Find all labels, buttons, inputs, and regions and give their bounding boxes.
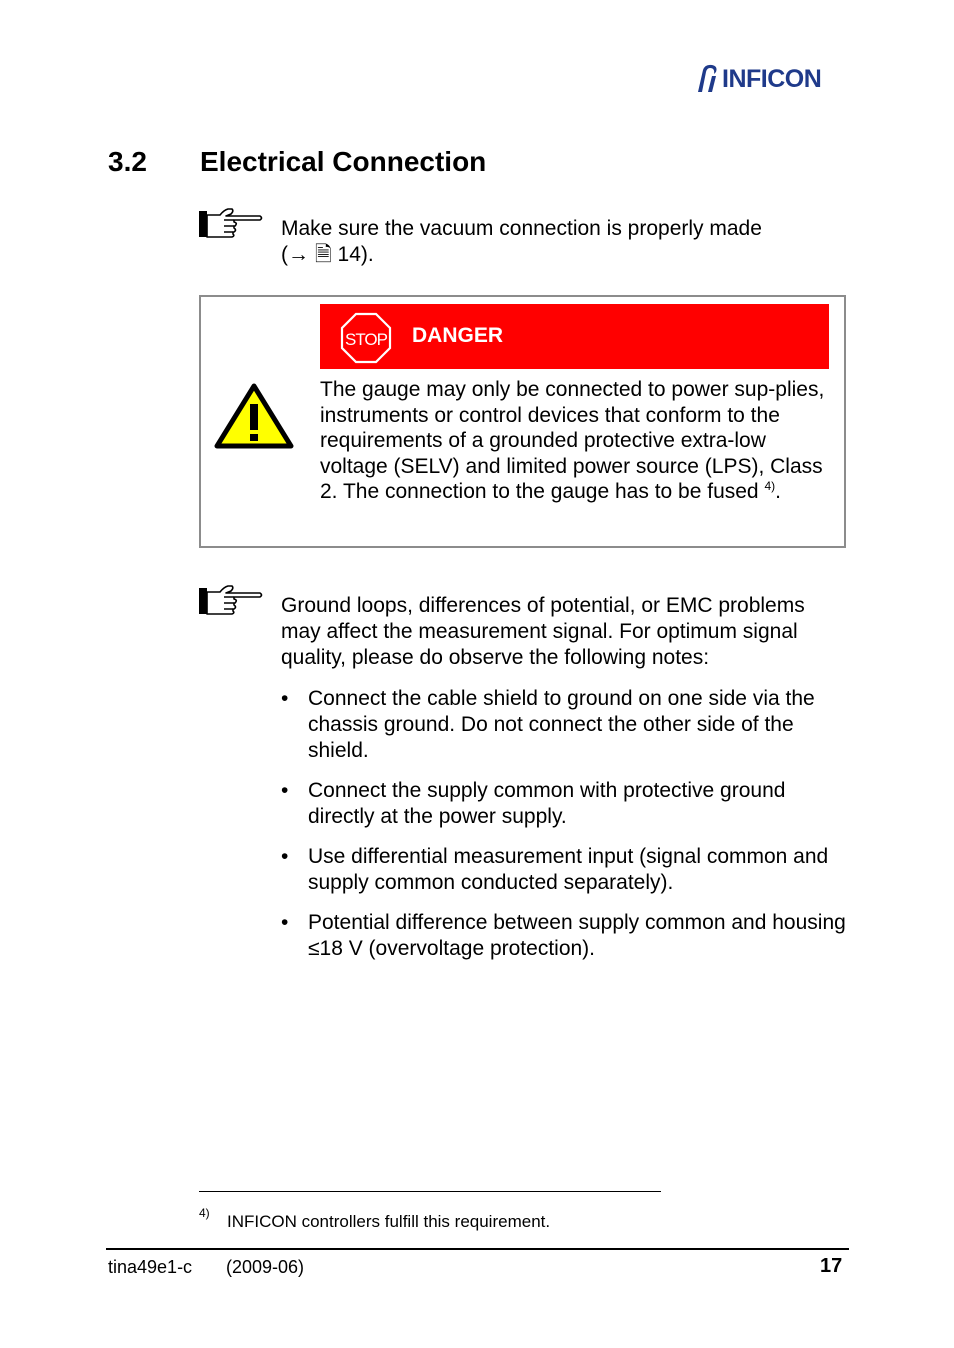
footnote-text: INFICON controllers fulfill this requirement. [227, 1212, 551, 1231]
stop-sign-icon [340, 312, 392, 364]
note-ground-loops: Ground loops, differences of potential, or EMC problems may affect the measurement signal. For optimum signal quality, please do observe the following notes: [281, 594, 805, 669]
danger-text [320, 377, 836, 505]
bullet-symbol: • [281, 845, 289, 868]
list-item [281, 910, 846, 962]
list-item [281, 686, 846, 764]
danger-text-body: The gauge may only be connected to power sup-plies, instruments or control devices that conform to the requirements of a grounded protective extra-low voltage (SELV) and limited power source (LPS), Class 2. The connection to the gauge has to be fused [320, 378, 825, 504]
danger-label: DANGER [412, 324, 504, 347]
bullet-symbol: • [281, 687, 289, 710]
document-id: tina49e1-c [108, 1257, 193, 1277]
logo-text: INFICON [722, 64, 822, 93]
stop-sign-text: STOP [345, 330, 387, 349]
list-item-text: Potential difference between supply common and housing ≤18 V (overvoltage protection). [308, 911, 846, 960]
inficon-logo [694, 62, 821, 96]
bullet-symbol: • [281, 911, 289, 934]
pointing-hand-icon [198, 207, 264, 239]
list-item [281, 844, 846, 896]
danger-header-bar [320, 304, 829, 369]
list-item [281, 778, 846, 830]
section-number: 3.2 [108, 146, 147, 177]
list-item-text: Connect the cable shield to ground on one side via the chassis ground. Do not connect the other side of the shield. [308, 687, 815, 762]
bullet-list [281, 686, 846, 976]
list-item-text: Connect the supply common with protective ground directly at the power supply. [308, 779, 786, 828]
footnote-ref: 4) [764, 479, 776, 494]
list-item-text: Use differential measurement input (signal common and supply common conducted separately). [308, 845, 829, 894]
footnote-mark: 4) [199, 1206, 210, 1220]
warning-triangle-icon [214, 382, 294, 450]
note1-line1: Make sure the vacuum connection is properly made [281, 217, 762, 240]
note-vacuum-connection [281, 216, 841, 268]
inficon-logo-icon [694, 62, 720, 96]
document-date: (2009-06) [226, 1257, 305, 1277]
danger-text-end: . [775, 480, 781, 504]
pointing-hand-icon [198, 584, 264, 616]
page-number: 17 [820, 1255, 843, 1277]
footer-divider [106, 1248, 849, 1250]
note1-line2: (→ 🗎 14). [281, 243, 374, 266]
section-title: Electrical Connection [200, 146, 487, 177]
footnote-divider [199, 1191, 661, 1192]
bullet-symbol: • [281, 779, 289, 802]
